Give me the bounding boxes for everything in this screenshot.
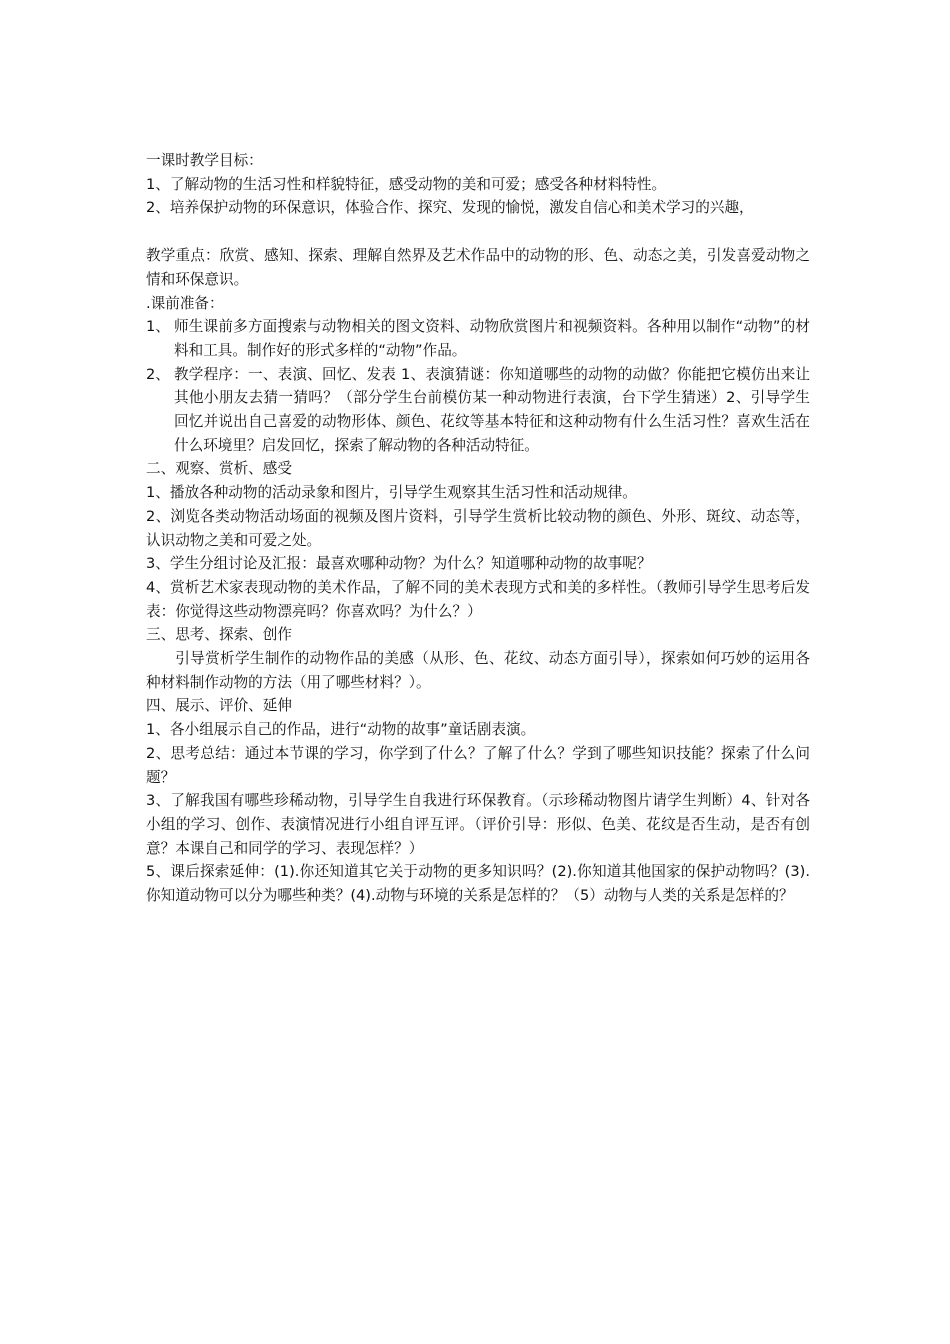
preparation-item-1-text: 师生课前多方面搜索与动物相关的图文资料、动物欣赏图片和视频资料。各种用以制作“动物”的材料和工具。制作好的形式多样的“动物”作品。 — [174, 318, 810, 359]
preparation-item-2 — [146, 363, 810, 458]
section-3-text: 引导赏析学生制作的动物作品的美感（从形、色、花纹、动态方面引导），探索如何巧妙的运用各种材料制作动物的方法（用了哪些材料？）。 — [146, 650, 810, 691]
preparation-item-2-number: 2、 — [146, 365, 170, 383]
section-2-item-4: 4、赏析艺术家表现动物的美术作品，了解不同的美术表现方式和美的多样性。（教师引导学生思考后发表：你觉得这些动物漂亮吗？你喜欢吗？为什么？） — [146, 578, 810, 620]
section-4-item-2: 2、思考总结：通过本节课的学习，你学到了什么？了解了什么？学到了哪些知识技能？探索了什么问题？ — [146, 744, 810, 786]
objectives-heading: 一课时教学目标： — [146, 152, 263, 169]
preparation-heading: .课前准备： — [146, 294, 224, 312]
section-2-heading: 二、观察、赏析、感受 — [146, 460, 292, 478]
teaching-key-point: 教学重点：欣赏、感知、探索、理解自然界及艺术作品中的动物的形、色、动态之美，引发喜爱动物之情和环保意识。 — [146, 247, 810, 288]
section-4-item-1: 1、各小组展示自己的作品，进行“动物的故事”童话剧表演。 — [146, 721, 536, 739]
section-2-item-3: 3、学生分组讨论及汇报：最喜欢哪种动物？为什么？知道哪种动物的故事呢？ — [146, 555, 652, 573]
objective-item-1: 1、了解动物的生活习性和样貌特征，感受动物的美和可爱；感受各种材料特性。 — [146, 175, 667, 193]
preparation-item-1 — [146, 315, 810, 362]
section-2-item-2: 2、浏览各类动物活动场面的视频及图片资料，引导学生赏析比较动物的颜色、外形、斑纹、动态等，认识动物之美和可爱之处。 — [146, 507, 810, 549]
objective-item-2: 2、培养保护动物的环保意识，体验合作、探究、发现的愉悦，激发自信心和美术学习的兴趣， — [146, 199, 754, 217]
section-4-item-3: 3、了解我国有哪些珍稀动物，引导学生自我进行环保教育。（示珍稀动物图片请学生判断）4、针对各小组的学习、创作、表演情况进行小组自评互评。（评价引导：形似、色美、花纹是否生动，是否有创意？本课自己和同学的学习、表现怎样？） — [146, 792, 810, 857]
blank-line — [146, 220, 810, 244]
preparation-item-1-number: 1、 — [146, 318, 170, 336]
section-3-heading: 三、思考、探索、创作 — [146, 626, 292, 644]
section-4-item-5: 5、课后探索延伸：(1).你还知道其它关于动物的更多知识吗？(2).你知道其他国家的保护动物吗？(3).你知道动物可以分为哪些种类？(4).动物与环境的关系是怎样的？（5）动物与人类的关系是怎样的？ — [146, 863, 810, 905]
section-2-item-1: 1、播放各种动物的活动录象和图片，引导学生观察其生活习性和活动规律。 — [146, 484, 637, 502]
section-4-heading: 四、展示、评价、延伸 — [146, 697, 292, 715]
document-body — [146, 149, 810, 908]
preparation-item-2-text: 教学程序：一、表演、回忆、发表 1、表演猜谜：你知道哪些的动物的动做？你能把它模仿出来让其他小朋友去猜一猜吗？（部分学生台前模仿某一种动物进行表演，台下学生猜迷）2、引导学生回忆并说出自己喜爱的动物形体、颜色、花纹等基本特征和这种动物有什么生活习性？喜欢生活在什么环境里？启发回忆，探索了解动物的各种活动特征。 — [174, 365, 810, 454]
